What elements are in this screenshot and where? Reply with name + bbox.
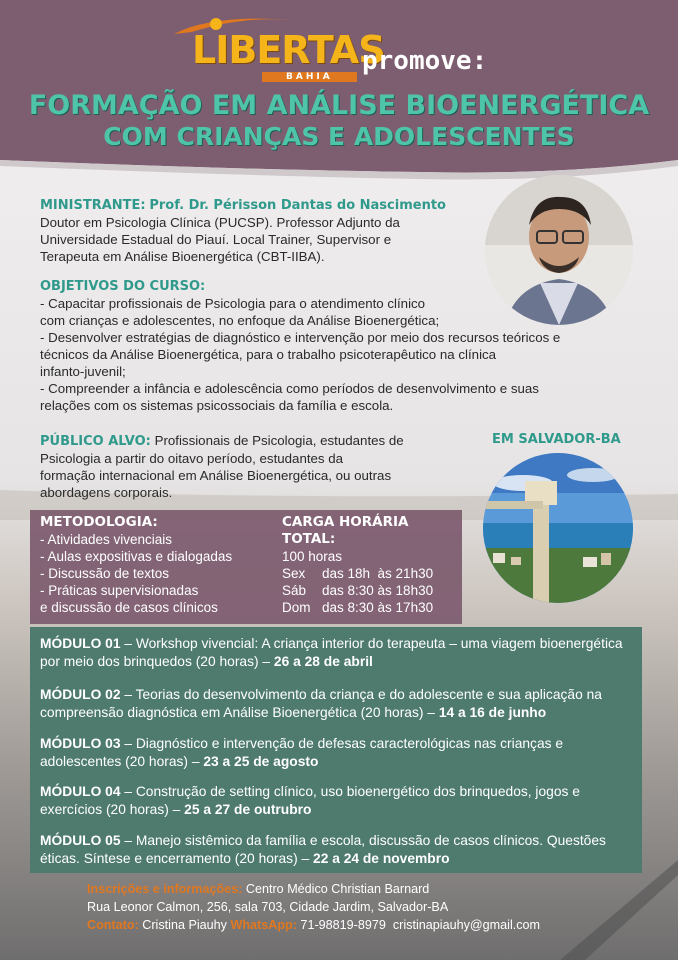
modulo-text: – Construção de setting clínico, uso bioenergético dos brinquedos, jogos e exercícios (20 horas) – — [40, 784, 580, 817]
inscricoes-label: Inscrições e informações: — [87, 882, 243, 896]
whatsapp-number[interactable]: 71-98819-8979 — [296, 918, 386, 932]
page-title-line2: COM CRIANÇAS E ADOLESCENTES — [103, 122, 575, 151]
schedule-row — [282, 582, 460, 599]
schedule-time: das 18h às 21h30 — [322, 566, 434, 581]
carga-total: 100 horas — [282, 549, 343, 564]
logo-subtitle: BAHIA — [262, 72, 357, 82]
ministrante-bio-line: Doutor em Psicologia Clínica (PUCSP). Professor Adjunto da — [40, 215, 400, 230]
metodologia-item: - Discussão de textos — [40, 566, 170, 581]
modulo-date: 25 a 27 de outrubro — [184, 801, 312, 817]
publico-line: formação internacional em Análise Bioenergética, ou outras — [40, 468, 392, 483]
objetivos-line: - Desenvolver estratégias de diagnóstico e intervenção por meio dos recursos teóricos e — [40, 330, 561, 345]
schedule-day: Dom — [282, 600, 311, 615]
modulo-date: 23 a 25 de agosto — [203, 753, 319, 769]
publico-line: Psicologia a partir do oitavo período, estudantes da — [40, 451, 344, 466]
footer-contato — [87, 918, 540, 932]
modulo-item — [40, 735, 635, 770]
modulo-text: – Diagnóstico e intervenção de defesas caracterológicas nas crianças e adolescentes (20 horas) – — [40, 736, 564, 769]
metodologia-item: - Aulas expositivas e dialogadas — [40, 549, 233, 564]
ministrante-label: MINISTRANTE: — [40, 198, 146, 213]
modulo-date: 22 a 24 de novembro — [313, 850, 450, 866]
modulo-label: MÓDULO 05 — [40, 833, 121, 848]
inscricoes-value: Centro Médico Christian Barnard — [242, 882, 430, 896]
modulo-label: MÓDULO 02 — [40, 687, 121, 702]
metodologia-section — [40, 514, 270, 616]
contato-name: Cristina Piauhy — [138, 918, 231, 932]
publico-section — [40, 432, 460, 501]
contact-email[interactable]: cristinapiauhy@gmail.com — [385, 918, 541, 932]
footer-inscricoes — [87, 882, 429, 896]
objetivos-line: - Compreender a infância e adolescência como períodos de desenvolvimento e suas — [40, 381, 539, 396]
objetivos-section — [40, 278, 636, 414]
publico-line: Profissionais de Psicologia, estudantes de — [154, 433, 404, 448]
objetivos-line: com crianças e adolescentes, no enfoque da Análise Bioenergética; — [40, 313, 440, 328]
objetivos-line: - Capacitar profissionais de Psicologia para o atendimento clínico — [40, 296, 426, 311]
ministrante-bio-line: Terapeuta em Análise Bioenergética (CBT-IIBA). — [40, 249, 325, 264]
objetivos-label: OBJETIVOS DO CURSO: — [40, 279, 206, 294]
modulo-label: MÓDULO 04 — [40, 784, 121, 799]
location-label: EM SALVADOR-BA — [492, 432, 621, 447]
modulo-date: 26 a 28 de abril — [273, 653, 373, 669]
publico-label: PÚBLICO ALVO: — [40, 434, 151, 449]
footer-address: Rua Leonor Calmon, 256, sala 703, Cidade Jardim, Salvador-BA — [87, 900, 449, 914]
publico-line: abordagens corporais. — [40, 485, 173, 500]
modulo-label: MÓDULO 03 — [40, 736, 121, 751]
modulo-date: 14 a 16 de junho — [438, 704, 547, 720]
metodologia-label: METODOLOGIA: — [40, 514, 158, 530]
ministrante-bio-line: Universidade Estadual do Piauí. Local Trainer, Supervisor e — [40, 232, 392, 247]
metodologia-item: e discussão de casos clínicos — [40, 600, 218, 615]
modulo-text: – Workshop vivencial: A criança interior do terapeuta – uma viagem bioenergética por meio dos brinquedos (20 horas) – — [40, 636, 623, 669]
logo-text: LIBERTAS — [192, 28, 385, 72]
carga-section — [282, 514, 460, 616]
modulo-text: – Manejo sistêmico da família e escola, discussão de casos clínicos. Questões éticas. Síntese e encerramento (20 horas) – — [40, 833, 606, 866]
objetivos-line: relações com os sistemas psicossociais da família e escola. — [40, 398, 394, 413]
page-title-line1: FORMAÇÃO EM ANÁLISE BIOENERGÉTICA — [28, 90, 650, 121]
objetivos-line: técnicos da Análise Bioenergética, para o trabalho psicoterapêutico na clínica — [40, 347, 497, 362]
carga-label: CARGA HORÁRIA — [282, 514, 409, 530]
schedule-time: das 8:30 às 18h30 — [322, 583, 434, 598]
salvador-photo — [483, 453, 633, 603]
schedule-row — [282, 599, 460, 616]
schedule-day: Sáb — [282, 583, 307, 598]
modulo-item — [40, 832, 635, 867]
schedule-time: das 8:30 às 17h30 — [322, 600, 434, 615]
objetivos-line: infanto-juvenil; — [40, 364, 126, 379]
ministrante-name: Prof. Dr. Périsson Dantas do Nascimento — [149, 198, 446, 213]
modulo-text: – Teorias do desenvolvimento da criança e do adolescente e sua aplicação na compreensão diagnóstica em Análise Bioenergética (20 horas) – — [40, 687, 602, 720]
whatsapp-label: WhatsApp: — [230, 918, 297, 932]
metodologia-item: - Práticas supervisionadas — [40, 583, 199, 598]
promove-text: promove: — [362, 46, 488, 76]
carga-label: TOTAL: — [282, 531, 336, 547]
contato-label: Contato: — [87, 918, 139, 932]
modulo-item — [40, 635, 635, 670]
schedule-row — [282, 565, 460, 582]
metodologia-item: - Atividades vivenciais — [40, 532, 173, 547]
ministrante-section — [40, 196, 480, 265]
modulo-label: MÓDULO 01 — [40, 636, 121, 651]
schedule-day: Sex — [282, 566, 306, 581]
modulo-item — [40, 686, 635, 721]
modulo-item — [40, 783, 635, 818]
